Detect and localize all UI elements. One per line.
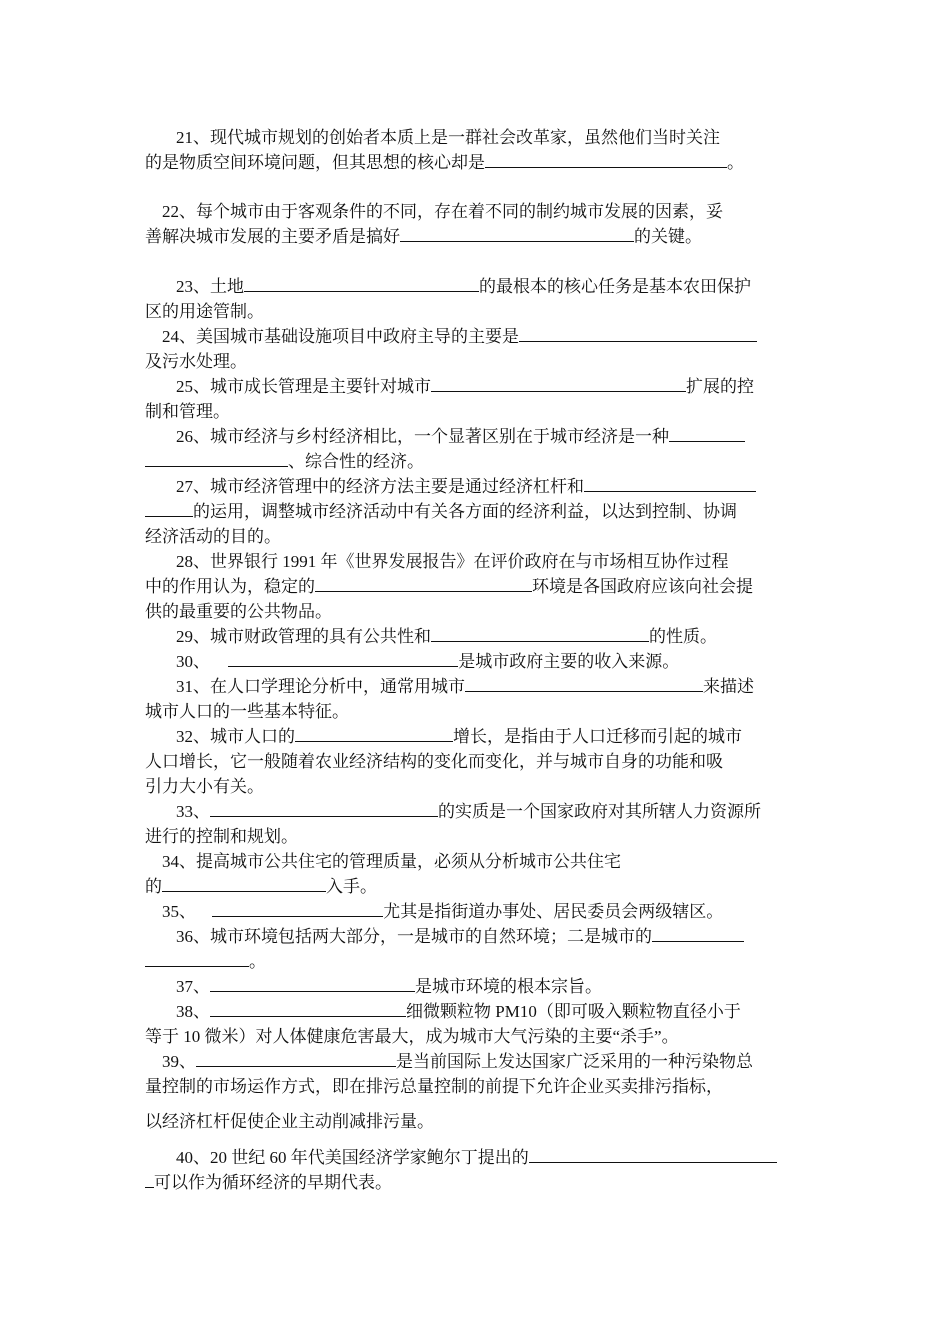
question-text: 37、 (176, 977, 210, 996)
question-text: 28、世界银行 1991 年《世界发展报告》在评价政府在与市场相互协作过程 (176, 552, 729, 571)
question-31-line-2 (145, 700, 349, 724)
answer-blank[interactable] (431, 625, 649, 642)
question-text: 。 (727, 153, 744, 172)
answer-blank[interactable] (529, 1146, 777, 1163)
question-text: 。 (249, 952, 266, 971)
question-text: 的最根本的核心任务是基本农田保护 (479, 277, 751, 296)
answer-blank[interactable] (485, 151, 727, 168)
question-23-line-2 (145, 300, 264, 324)
question-26-line-1 (176, 425, 745, 449)
question-21-line-1 (176, 126, 720, 150)
question-text: 26、城市经济与乡村经济相比，一个显著区别在于城市经济是一种 (176, 427, 669, 446)
question-27-line-2 (145, 500, 737, 524)
question-40-line-2 (145, 1171, 392, 1195)
answer-blank[interactable] (210, 800, 438, 817)
question-23-line-1 (176, 275, 751, 299)
answer-blank[interactable] (519, 325, 757, 342)
question-38-line-1 (176, 1000, 741, 1024)
question-text: 是当前国际上发达国家广泛采用的一种污染物总 (396, 1052, 753, 1071)
question-text: 23、土地 (176, 277, 244, 296)
question-text: 35、 (162, 902, 201, 921)
question-text: 经济活动的目的。 (145, 527, 281, 546)
question-text: 及污水处理。 (145, 352, 247, 371)
question-text: 34、提高城市公共住宅的管理质量，必须从分析城市公共住宅 (162, 852, 621, 871)
question-text: 29、城市财政管理的具有公共性和 (176, 627, 431, 646)
question-28-line-1 (176, 550, 729, 574)
question-text: 32、城市人口的 (176, 727, 295, 746)
question-text: 善解决城市发展的主要矛盾是搞好 (145, 227, 400, 246)
question-text: 以经济杠杆促使企业主动削减排污量。 (145, 1112, 434, 1131)
question-39-line-1 (162, 1050, 753, 1074)
question-text: 人口增长，它一般随着农业经济结构的变化而变化，并与城市自身的功能和吸 (145, 752, 723, 771)
answer-blank[interactable] (400, 225, 634, 242)
question-text: 33、 (176, 802, 210, 821)
question-text: 、综合性的经济。 (288, 452, 424, 471)
question-text: 量控制的市场运作方式，即在排污总量控制的前提下允许企业买卖排污指标， (145, 1077, 723, 1096)
question-text: 细微颗粒物 PM10（即可吸入颗粒物直径小于 (406, 1002, 741, 1021)
question-27-line-1 (176, 475, 756, 499)
question-text: 的实质是一个国家政府对其所辖人力资源所 (438, 802, 761, 821)
question-24-line-2 (145, 350, 247, 374)
question-text: 40、20 世纪 60 年代美国经济学家鲍尔丁提出的 (176, 1148, 529, 1167)
question-25-line-1 (176, 375, 754, 399)
question-text: 制和管理。 (145, 402, 230, 421)
question-40-line-1 (176, 1146, 777, 1170)
question-text: 来描述 (703, 677, 754, 696)
question-text: 的性质。 (649, 627, 717, 646)
question-36-line-2 (145, 950, 266, 974)
answer-blank[interactable] (465, 675, 703, 692)
question-text: 21、现代城市规划的创始者本质上是一群社会改革家，虽然他们当时关注 (176, 128, 720, 147)
question-text: 的是物质空间环境问题，但其思想的核心却是 (145, 153, 485, 172)
answer-blank[interactable] (295, 725, 453, 742)
question-text: 30、 (176, 652, 215, 671)
question-text: 31、在人口学理论分析中，通常用城市 (176, 677, 465, 696)
question-30-line-1 (176, 650, 679, 674)
question-26-line-2 (145, 450, 424, 474)
answer-blank[interactable] (669, 425, 745, 442)
question-33-line-1 (176, 800, 761, 824)
question-text: 是城市政府主要的收入来源。 (458, 652, 680, 671)
answer-blank[interactable] (145, 450, 288, 467)
question-36-line-1 (176, 925, 744, 949)
question-text: 的关键。 (634, 227, 702, 246)
answer-blank[interactable] (315, 575, 532, 592)
question-text: 城市人口的一些基本特征。 (145, 702, 349, 721)
question-22-line-2 (145, 225, 702, 249)
answer-blank[interactable] (145, 950, 249, 967)
question-text: 进行的控制和规划。 (145, 827, 298, 846)
question-31-line-1 (176, 675, 754, 699)
question-text: 25、城市成长管理是主要针对城市 (176, 377, 431, 396)
question-32-line-2 (145, 750, 723, 774)
question-38-line-2 (145, 1025, 679, 1049)
question-text: 入手。 (326, 877, 377, 896)
question-28-line-2 (145, 575, 753, 599)
question-37-line-1 (176, 975, 602, 999)
answer-blank[interactable] (196, 1050, 396, 1067)
answer-blank[interactable] (652, 925, 744, 942)
question-text: 尤其是指街道办事处、居民委员会两级辖区。 (383, 902, 724, 921)
question-24-line-1 (162, 325, 757, 349)
question-22-line-1 (162, 200, 723, 224)
question-text: 扩展的控 (686, 377, 754, 396)
question-text: 27、城市经济管理中的经济方法主要是通过经济杠杆和 (176, 477, 584, 496)
answer-blank[interactable] (212, 900, 383, 917)
question-text: 增长，是指由于人口迁移而引起的城市 (453, 727, 742, 746)
question-32-line-3 (145, 775, 264, 799)
question-text: 38、 (176, 1002, 210, 1021)
answer-blank[interactable] (210, 975, 415, 992)
question-text: 22、每个城市由于客观条件的不同，存在着不同的制约城市发展的因素，妥 (162, 202, 723, 221)
question-39-line-3 (145, 1110, 434, 1134)
question-text: 引力大小有关。 (145, 777, 264, 796)
answer-blank[interactable] (145, 500, 193, 517)
question-29-line-1 (176, 625, 717, 649)
answer-blank[interactable] (244, 275, 479, 292)
question-34-line-1 (162, 850, 621, 874)
answer-blank[interactable] (145, 1171, 154, 1188)
question-39-line-2 (145, 1075, 723, 1099)
question-text: 可以作为循环经济的早期代表。 (154, 1173, 392, 1192)
question-27-line-3 (145, 525, 281, 549)
answer-blank[interactable] (431, 375, 686, 392)
question-33-line-2 (145, 825, 298, 849)
question-text: 36、城市环境包括两大部分，一是城市的自然环境；二是城市的 (176, 927, 652, 946)
answer-blank[interactable] (210, 1000, 406, 1017)
question-text: 24、美国城市基础设施项目中政府主导的主要是 (162, 327, 519, 346)
question-34-line-2 (145, 875, 377, 899)
question-text: 的运用，调整城市经济活动中有关各方面的经济利益，以达到控制、协调 (193, 502, 737, 521)
question-35-line-1 (162, 900, 723, 924)
question-28-line-3 (145, 600, 332, 624)
answer-blank[interactable] (228, 650, 458, 667)
question-text: 是城市环境的根本宗旨。 (415, 977, 602, 996)
question-text: 的 (145, 877, 162, 896)
question-text: 区的用途管制。 (145, 302, 264, 321)
question-25-line-2 (145, 400, 230, 424)
question-text: 等于 10 微米）对人体健康危害最大，成为城市大气污染的主要“杀手”。 (145, 1027, 679, 1046)
question-text: 中的作用认为，稳定的 (145, 577, 315, 596)
question-text: 39、 (162, 1052, 196, 1071)
question-text: 环境是各国政府应该向社会提 (532, 577, 753, 596)
answer-blank[interactable] (162, 875, 326, 892)
answer-blank[interactable] (584, 475, 756, 492)
question-21-line-2 (145, 151, 744, 175)
question-text: 供的最重要的公共物品。 (145, 602, 332, 621)
question-32-line-1 (176, 725, 742, 749)
